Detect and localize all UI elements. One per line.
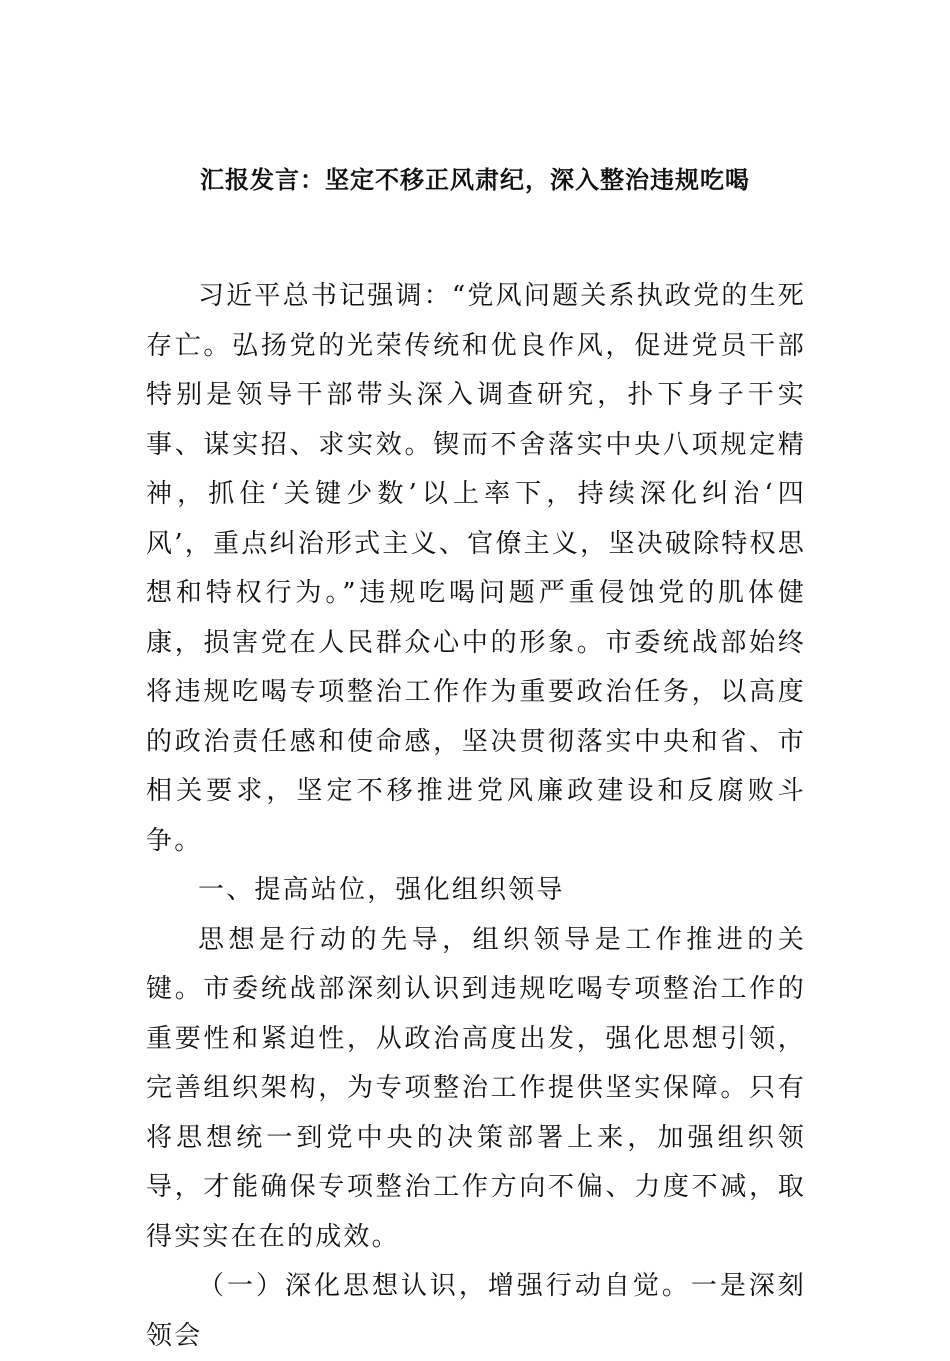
section-heading-1: 一、提高站位，强化组织领导 (198, 875, 565, 905)
section-1-paragraph: 思想是行动的先导，组织领导是工作推进的关键。市委统战部深刻认识到违规吃喝专项整治工作的重要性和紧迫性，从政治高度出发，强化思想引领，完善组织架构，为专项整治工作提供坚实保障。只有将思想统一到党中央的决策部署上来，加强组织领导，才能确保专项整治工作方向不偏、力度不减，取得实实在在的成效。 (146, 924, 806, 1252)
intro-paragraph: 习近平总书记强调：“党风问题关系执政党的生死存亡。弘扬党的光荣传统和优良作风，促进党员干部特别是领导干部带头深入调查研究，扑下身子干实事、谋实招、求实效。锲而不舍落实中央八项规定精神，抓住‘关键少数’以上率下，持续深化纠治‘四风’，重点纠治形式主义、官僚主义，坚决破除特权思想和特权行为。”违规吃喝问题严重侵蚀党的肌体健康，损害党在人民群众心中的形象。市委统战部始终将违规吃喝专项整治工作作为重要政治任务，以高度的政治责任感和使命感，坚决贯彻落实中央和省、市相关要求，坚定不移推进党风廉政建设和反腐败斗争。 (146, 281, 806, 856)
document-body (146, 272, 806, 1361)
subsection-1-paragraph: （一）深化思想认识，增强行动自觉。一是深刻领会 (146, 1271, 806, 1351)
document-title: 汇报发言：坚定不移正风肃纪，深入整治违规吃喝 (200, 166, 750, 194)
